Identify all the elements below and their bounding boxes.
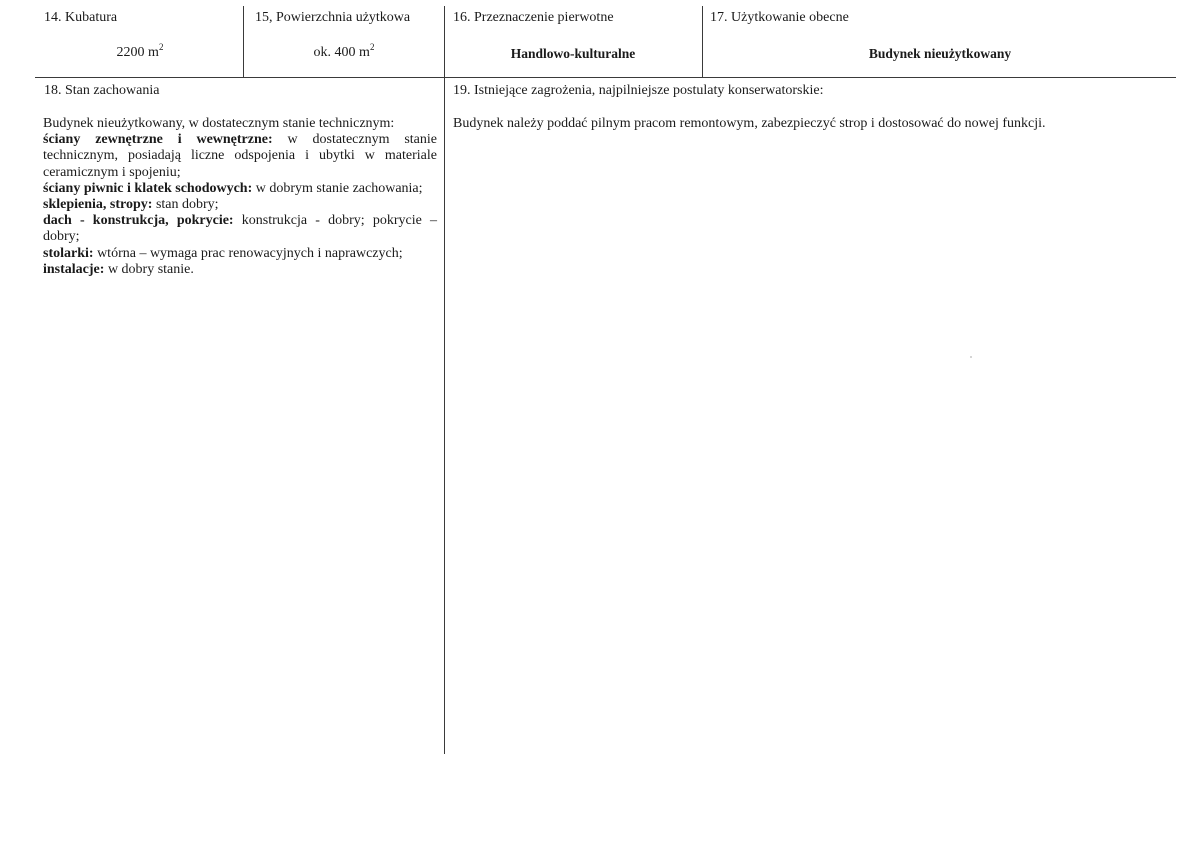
stan-description	[43, 116, 437, 278]
powierzchnia-label: 15, Powierzchnia użytkowa	[255, 10, 411, 25]
divider-col2	[444, 6, 445, 754]
stan-item	[43, 132, 437, 181]
kubatura-label: 14. Kubatura	[44, 10, 118, 25]
stan-item-desc: w dobrym stanie zachowania;	[252, 180, 423, 196]
przeznaczenie-label: 16. Przeznaczenie pierwotne	[453, 10, 614, 25]
uzytkowanie-value: Budynek nieużytkowany	[868, 46, 1012, 61]
zagrozenia-label: 19. Istniejące zagrożenia, najpilniejsze postulaty konserwatorskie:	[453, 83, 824, 98]
divider-col1	[243, 6, 244, 77]
powierzchnia-value	[246, 42, 442, 61]
stan-item-desc: wtórna – wymaga prac renowacyjnych i naprawczych;	[93, 245, 403, 261]
stan-item-desc: w dostatecznym stanie technicznym, posiadają liczne odspojenia i ubytki w materiale ceramicznym i spojeniu;	[43, 132, 437, 180]
kubatura-value	[40, 42, 240, 61]
stan-item-desc: stan dobry;	[152, 197, 219, 213]
stan-item-term: dach - konstrukcja, pokrycie:	[43, 213, 234, 229]
divider-col3	[702, 6, 703, 77]
przeznaczenie-value: Handlowo-kulturalne	[510, 46, 636, 61]
stan-item-term: ściany zewnętrzne i wewnętrzne:	[43, 132, 273, 148]
stan-item	[43, 246, 437, 262]
powierzchnia-number: ok. 400 m	[313, 45, 370, 60]
scan-speck	[970, 356, 972, 358]
stan-item-term: stolarki:	[43, 245, 94, 261]
divider-row	[35, 77, 1176, 78]
kubatura-number: 2200 m	[116, 45, 159, 60]
stan-item-term: instalacje:	[43, 261, 105, 277]
stan-item	[43, 181, 437, 197]
powierzchnia-unit-sup: 2	[369, 42, 375, 52]
stan-item	[43, 213, 437, 245]
stan-item	[43, 197, 437, 213]
stan-item	[43, 262, 437, 278]
uzytkowanie-label: 17. Użytkowanie obecne	[710, 10, 849, 25]
stan-item-desc: konstrukcja - dobry; pokrycie – dobry;	[43, 213, 437, 245]
stan-label: 18. Stan zachowania	[44, 83, 160, 98]
stan-item-term: ściany piwnic i klatek schodowych:	[43, 180, 253, 196]
kubatura-unit-sup: 2	[158, 42, 164, 52]
stan-item-desc: w dobry stanie.	[104, 261, 194, 277]
stan-item-term: sklepienia, stropy:	[43, 197, 153, 213]
stan-intro: Budynek nieużytkowany, w dostatecznym stanie technicznym:	[43, 116, 395, 131]
zagrozenia-text: Budynek należy poddać pilnym pracom remontowym, zabezpieczyć strop i dostosować do nowej funkcji.	[453, 116, 1046, 131]
